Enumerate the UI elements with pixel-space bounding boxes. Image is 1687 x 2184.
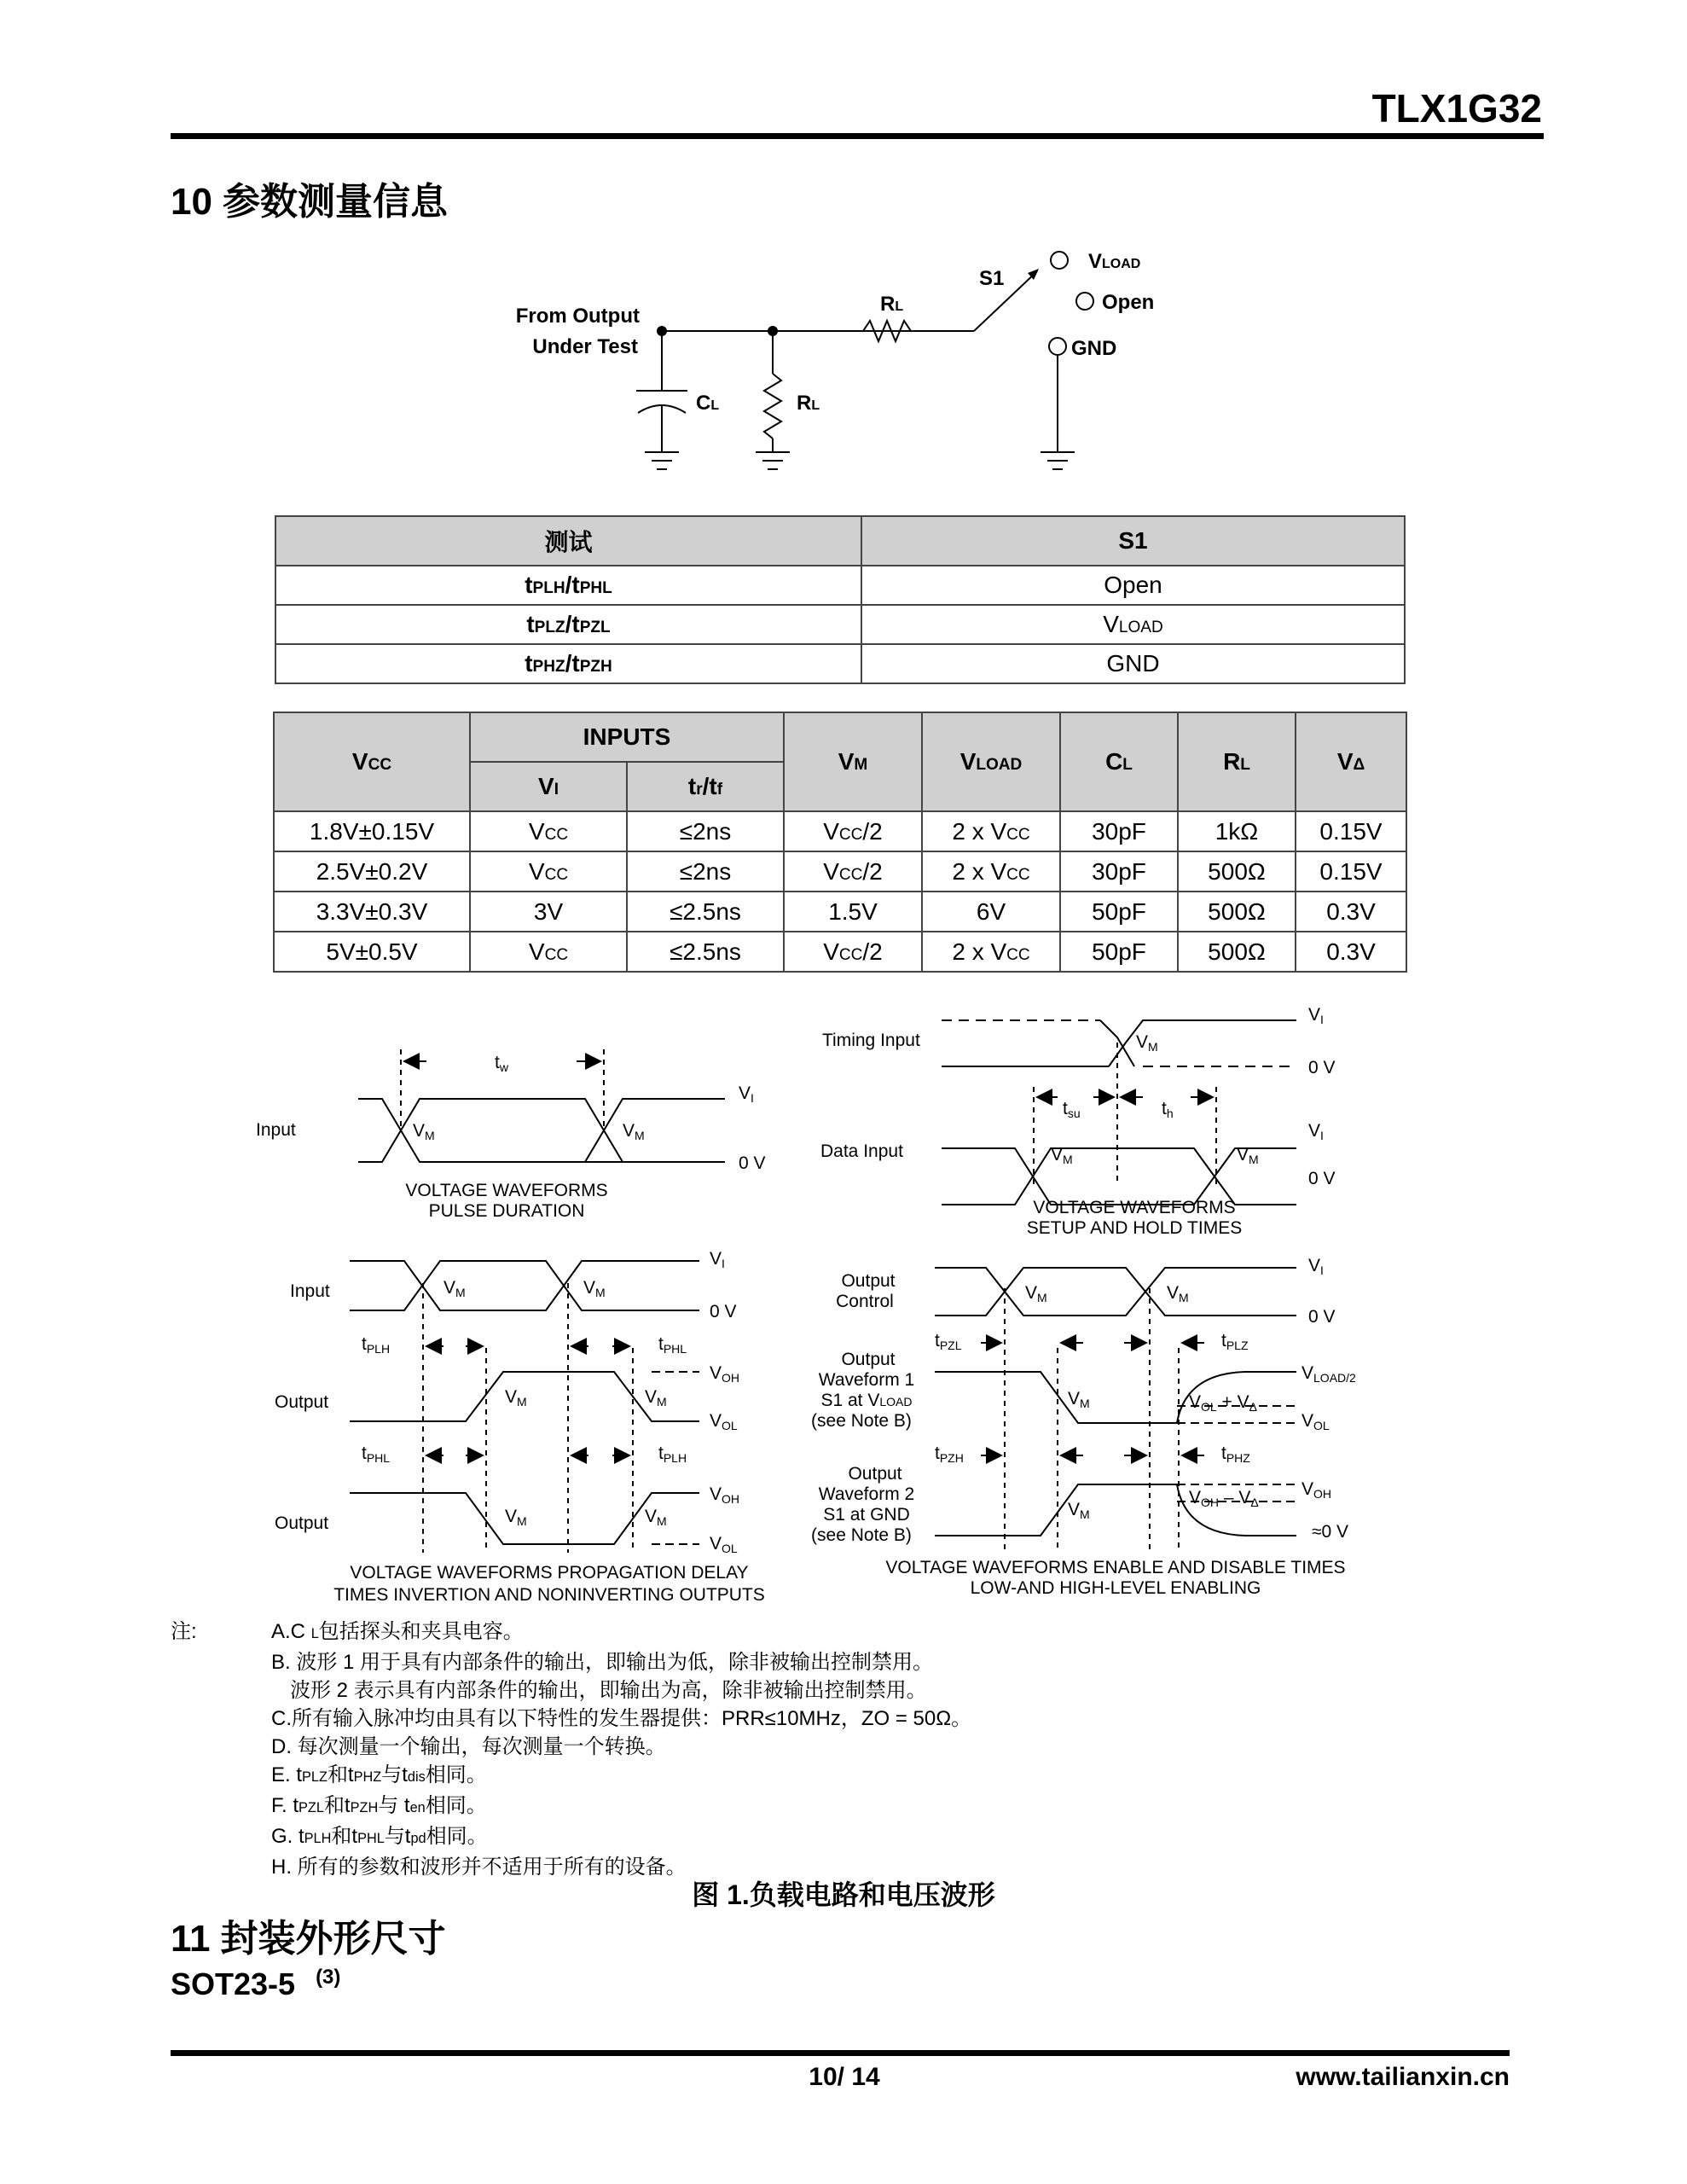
vload2-label: VLOAD/2	[1301, 1363, 1356, 1385]
waveform2-label-2: Waveform 2	[818, 1484, 915, 1504]
page-number: 10/ 14	[809, 2063, 880, 2091]
section-title: 参数测量信息	[222, 181, 448, 223]
vload-cell: 2 x VCC	[922, 851, 1060, 892]
tphz-label: tPHZ	[1221, 1443, 1250, 1465]
note-a: A.C L包括探头和夹具电容。	[271, 1620, 524, 1643]
package-heading	[171, 1966, 340, 2002]
pulse-vm-label-2: VM	[623, 1121, 645, 1142]
trtf-cell: ≤2ns	[627, 811, 784, 851]
vload-cell: 2 x VCC	[922, 811, 1060, 851]
footer-rule	[171, 2050, 1510, 2056]
enable-vm-label-3: VM	[1068, 1389, 1090, 1410]
vload-cell: 6V	[922, 892, 1060, 932]
pulse-caption-2: PULSE DURATION	[428, 1201, 585, 1221]
enable-caption-1: VOLTAGE WAVEFORMS ENABLE AND DISABLE TIMES	[885, 1558, 1346, 1577]
prop-vol-label-1: VOL	[710, 1411, 738, 1432]
table-row	[275, 644, 1405, 683]
vcc-cell: 2.5V±0.2V	[274, 851, 470, 892]
voh-minus-vdelta-label: VOH – VΔ	[1189, 1488, 1259, 1509]
prop-caption-1: VOLTAGE WAVEFORMS PROPAGATION DELAY	[350, 1563, 749, 1583]
vol-plus-vdelta-label: VOL + VΔ	[1189, 1392, 1258, 1414]
setup-vi-label-2: VI	[1308, 1121, 1324, 1142]
package-name: SOT23-5	[171, 1966, 296, 2001]
section-title: 封装外形尺寸	[220, 1918, 446, 1960]
vdelta-cell: 0.15V	[1296, 811, 1406, 851]
test-conditions-table	[273, 712, 1407, 973]
prop-output-label-1: Output	[275, 1392, 329, 1412]
enable-vi-label: VI	[1308, 1256, 1324, 1277]
cl-cell: 50pF	[1060, 932, 1178, 972]
section-number: 10	[171, 181, 212, 223]
prop-vm-label-4: VM	[645, 1387, 667, 1409]
tsu-label: tsu	[1063, 1099, 1081, 1120]
switch-s1-label: S1	[979, 267, 1005, 290]
enable-vm-label-2: VM	[1167, 1283, 1189, 1304]
package-note-ref: (3)	[316, 1966, 341, 1989]
vm-cell: VCC/2	[784, 811, 922, 851]
open-label: Open	[1102, 291, 1155, 314]
ground-symbols	[645, 452, 1075, 469]
waveform1-label-1: Output	[841, 1350, 896, 1369]
cl-cell: 50pF	[1060, 892, 1178, 932]
setup-vm-label-2: VM	[1051, 1145, 1073, 1166]
enable-zero-label: 0 V	[1308, 1307, 1336, 1327]
pulse-input-label: Input	[256, 1120, 296, 1140]
test-cell: tPHZ/tPZH	[275, 644, 861, 683]
tphl-label-2: tPHL	[362, 1443, 391, 1465]
section-11-heading	[171, 1908, 446, 1962]
col-header-inputs: INPUTS	[470, 712, 784, 762]
prop-vm-label-2: VM	[583, 1278, 606, 1299]
cl-label: CL	[696, 392, 720, 415]
vcc-cell: 1.8V±0.15V	[274, 811, 470, 851]
vdelta-cell: 0.3V	[1296, 932, 1406, 972]
note-b-1: B. 波形 1 用于具有内部条件的输出，即输出为低，除非被输出控制禁用。	[271, 1651, 934, 1674]
vi-cell: 3V	[470, 892, 627, 932]
trtf-cell: ≤2ns	[627, 851, 784, 892]
trtf-cell: ≤2.5ns	[627, 932, 784, 972]
note-d: D. 每次测量一个输出，每次测量一个转换。	[271, 1735, 666, 1758]
vm-cell: 1.5V	[784, 892, 922, 932]
output-control-label-2: Control	[836, 1292, 894, 1311]
prop-input-label: Input	[290, 1281, 330, 1301]
vdelta-cell: 0.15V	[1296, 851, 1406, 892]
document-title: TLX1G32	[1371, 86, 1542, 131]
setup-caption-1: VOLTAGE WAVEFORMS	[1033, 1198, 1236, 1217]
setup-zero-label-2: 0 V	[1308, 1169, 1336, 1188]
tw-label: tw	[495, 1053, 508, 1074]
waveform2-label-1: Output	[848, 1464, 902, 1484]
website-link[interactable]: www.tailianxin.cn	[1296, 2063, 1510, 2091]
rl-cell: 500Ω	[1178, 892, 1296, 932]
notes-label: 注:	[171, 1620, 197, 1643]
col-header-vm: VM	[784, 712, 922, 811]
setup-zero-label-1: 0 V	[1308, 1058, 1336, 1077]
prop-vm-label-1: VM	[443, 1278, 466, 1299]
vm-cell: VCC/2	[784, 932, 922, 972]
test-load-circuit	[0, 230, 1687, 495]
table-row	[274, 932, 1406, 972]
enable-vm-label-4: VM	[1068, 1500, 1090, 1521]
col-header-trtf: tr/tf	[627, 762, 784, 811]
test-cell: tPLH/tPHL	[275, 566, 861, 605]
section-number: 11	[171, 1918, 211, 1960]
col-header-vcc: VCC	[274, 712, 470, 811]
table-row	[274, 811, 1406, 851]
tplh-label-1: tPLH	[362, 1334, 391, 1356]
vcc-cell: 3.3V±0.3V	[274, 892, 470, 932]
pulse-duration-waveform	[358, 1049, 725, 1162]
from-output-label: From Output	[515, 305, 640, 328]
vm-cell: VCC/2	[784, 851, 922, 892]
prop-vm-label-3: VM	[505, 1387, 527, 1409]
col-header-vload: VLOAD	[922, 712, 1060, 811]
enable-voh-label: VOH	[1301, 1479, 1332, 1501]
note-b-2: 波形 2 表示具有内部条件的输出，即输出为高，除非被输出控制禁用。	[290, 1679, 927, 1702]
tphl-label-1: tPHL	[658, 1334, 687, 1356]
waveform1-label-2: Waveform 1	[818, 1370, 915, 1390]
prop-vol-label-2: VOL	[710, 1534, 738, 1555]
rl-cell: 1kΩ	[1178, 811, 1296, 851]
prop-voh-label-2: VOH	[710, 1484, 740, 1506]
note-g: G. tPLH和tPHL与tpd相同。	[271, 1825, 488, 1848]
figure-caption: 图 1.负载电路和电压波形	[692, 1879, 995, 1910]
section-10-heading	[171, 171, 448, 225]
gnd-label: GND	[1071, 337, 1117, 360]
table-row	[275, 605, 1405, 644]
setup-vm-label-3: VM	[1237, 1145, 1259, 1166]
prop-output-label-2: Output	[275, 1513, 329, 1533]
th-label: th	[1162, 1099, 1174, 1120]
enable-caption-2: LOW-AND HIGH-LEVEL ENABLING	[970, 1578, 1261, 1598]
prop-vm-label-5: VM	[505, 1507, 527, 1528]
waveform1-label-3: S1 at VLOAD	[820, 1391, 913, 1410]
prop-zero-label: 0 V	[710, 1302, 737, 1321]
voltage-waveforms	[0, 990, 1687, 1612]
note-f: F. tPZL和tPZH与 ten相同。	[271, 1794, 487, 1817]
vi-cell: VCC	[470, 851, 627, 892]
prop-caption-2: TIMES INVERTION AND NONINVERTING OUTPUTS	[333, 1585, 765, 1605]
setup-caption-2: SETUP AND HOLD TIMES	[1026, 1218, 1243, 1238]
setup-hold-waveform	[942, 1020, 1296, 1205]
header-rule	[171, 133, 1544, 139]
s1-cell: Open	[861, 566, 1405, 605]
approx-zero-label: ≈0 V	[1312, 1522, 1349, 1542]
waveform2-label-3: S1 at GND	[823, 1505, 910, 1525]
table-row	[274, 892, 1406, 932]
setup-vi-label-1: VI	[1308, 1005, 1324, 1026]
cl-cell: 30pF	[1060, 811, 1178, 851]
s1-cell: VLOAD	[861, 605, 1405, 644]
vload-label: VLOAD	[1088, 250, 1141, 273]
prop-voh-label-1: VOH	[710, 1363, 740, 1385]
waveform2-label-4: (see Note B)	[811, 1525, 912, 1545]
trtf-cell: ≤2.5ns	[627, 892, 784, 932]
cl-cell: 30pF	[1060, 851, 1178, 892]
pulse-vm-label-1: VM	[413, 1121, 435, 1142]
table-row	[275, 566, 1405, 605]
note-e: E. tPLZ和tPHZ与tdis相同。	[271, 1763, 487, 1786]
under-test-label: Under Test	[532, 335, 638, 358]
rl-cell: 500Ω	[1178, 932, 1296, 972]
pulse-vi-label: VI	[739, 1083, 754, 1105]
setup-vm-label-1: VM	[1136, 1032, 1158, 1054]
prop-vi-label: VI	[710, 1249, 725, 1270]
tpzh-label: tPZH	[935, 1443, 964, 1465]
note-c: C.所有输入脉冲均由具有以下特性的发生器提供：PRR≤10MHz，ZO = 50Ω。	[271, 1707, 972, 1730]
pulse-caption-1: VOLTAGE WAVEFORMS	[405, 1181, 608, 1200]
table-row	[274, 851, 1406, 892]
waveform1-label-4: (see Note B)	[811, 1411, 912, 1431]
col-header-vdelta: VΔ	[1296, 712, 1406, 811]
tpzl-label: tPZL	[935, 1331, 962, 1352]
col-header-cl: CL	[1060, 712, 1178, 811]
prop-vm-label-6: VM	[645, 1507, 667, 1528]
vdelta-cell: 0.3V	[1296, 892, 1406, 932]
col-header-test: 测试	[275, 516, 861, 566]
note-h: H. 所有的参数和波形并不适用于所有的设备。	[271, 1856, 687, 1879]
enable-vm-label-1: VM	[1025, 1283, 1047, 1304]
timing-input-label: Timing Input	[822, 1031, 920, 1050]
tplh-label-2: tPLH	[658, 1443, 687, 1465]
s1-cell: GND	[861, 644, 1405, 683]
rl-cell: 500Ω	[1178, 851, 1296, 892]
vload-cell: 2 x VCC	[922, 932, 1060, 972]
rl-shunt-label: RL	[797, 392, 820, 415]
col-header-rl: RL	[1178, 712, 1296, 811]
vcc-cell: 5V±0.5V	[274, 932, 470, 972]
enable-vol-label: VOL	[1301, 1411, 1330, 1432]
vi-cell: VCC	[470, 811, 627, 851]
output-control-label-1: Output	[841, 1271, 896, 1291]
vi-cell: VCC	[470, 932, 627, 972]
tplz-label: tPLZ	[1221, 1331, 1249, 1352]
test-cell: tPLZ/tPZL	[275, 605, 861, 644]
data-input-label: Data Input	[820, 1141, 903, 1161]
switch-position-table	[275, 515, 1406, 684]
col-header-s1: S1	[861, 516, 1405, 566]
pulse-zero-label: 0 V	[739, 1153, 766, 1173]
rl-series-label: RL	[880, 293, 904, 316]
col-header-vi: VI	[470, 762, 627, 811]
